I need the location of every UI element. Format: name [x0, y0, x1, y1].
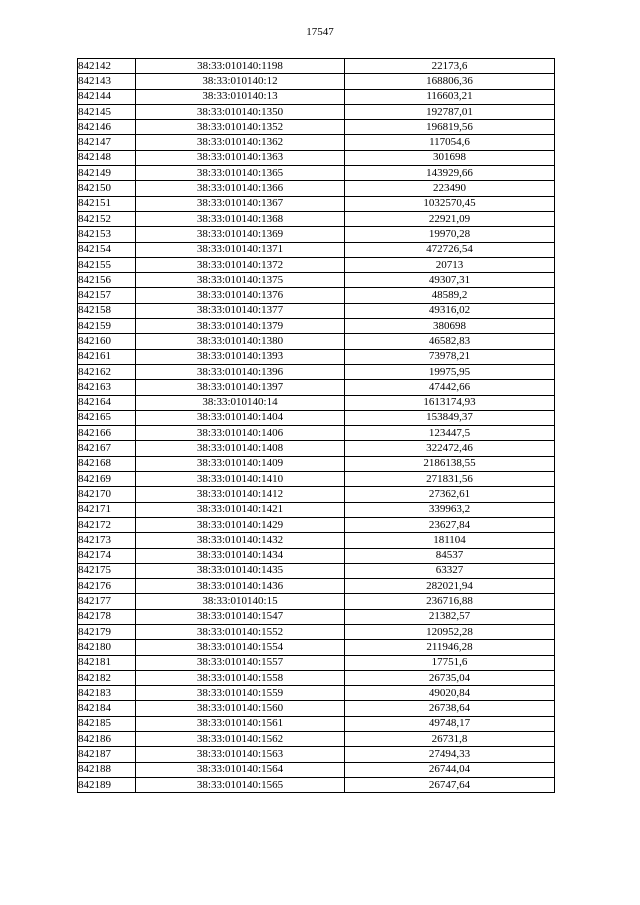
cadastral-number-cell: 38:33:010140:1560	[136, 701, 345, 716]
row-number-cell: 842173	[78, 533, 136, 548]
row-number-cell: 842165	[78, 410, 136, 425]
cadastral-number-cell: 38:33:010140:1367	[136, 196, 345, 211]
row-number-cell: 842181	[78, 655, 136, 670]
row-number-cell: 842184	[78, 701, 136, 716]
cadastral-number-cell: 38:33:010140:1396	[136, 364, 345, 379]
row-number-cell: 842168	[78, 456, 136, 471]
row-number-cell: 842164	[78, 395, 136, 410]
value-cell: 22173,6	[345, 59, 555, 74]
cadastral-number-cell: 38:33:010140:1366	[136, 181, 345, 196]
value-cell: 282021,94	[345, 579, 555, 594]
value-cell: 196819,56	[345, 120, 555, 135]
table-row	[78, 288, 555, 303]
row-number-cell: 842157	[78, 288, 136, 303]
table-row	[78, 686, 555, 701]
table-row	[78, 273, 555, 288]
row-number-cell: 842166	[78, 426, 136, 441]
row-number-cell: 842171	[78, 502, 136, 517]
row-number-cell: 842160	[78, 334, 136, 349]
value-cell: 63327	[345, 563, 555, 578]
cadastral-number-cell: 38:33:010140:1350	[136, 104, 345, 119]
value-cell: 27362,61	[345, 487, 555, 502]
table-row	[78, 410, 555, 425]
cadastral-number-cell: 38:33:010140:1410	[136, 472, 345, 487]
table-row	[78, 670, 555, 685]
table-row	[78, 257, 555, 272]
table-row	[78, 319, 555, 334]
table-body	[78, 59, 555, 793]
table-row	[78, 59, 555, 74]
cadastral-number-cell: 38:33:010140:1557	[136, 655, 345, 670]
table-row	[78, 227, 555, 242]
row-number-cell: 842152	[78, 211, 136, 226]
cadastral-number-cell: 38:33:010140:1198	[136, 59, 345, 74]
value-cell: 117054,6	[345, 135, 555, 150]
cadastral-number-cell: 38:33:010140:1563	[136, 747, 345, 762]
table-row	[78, 762, 555, 777]
row-number-cell: 842154	[78, 242, 136, 257]
cadastral-number-cell: 38:33:010140:1408	[136, 441, 345, 456]
cadastral-number-cell: 38:33:010140:1559	[136, 686, 345, 701]
cadastral-number-cell: 38:33:010140:1368	[136, 211, 345, 226]
cadastral-number-cell: 38:33:010140:1404	[136, 410, 345, 425]
row-number-cell: 842186	[78, 732, 136, 747]
value-cell: 49020,84	[345, 686, 555, 701]
value-cell: 301698	[345, 150, 555, 165]
value-cell: 2186138,55	[345, 456, 555, 471]
cadastral-number-cell: 38:33:010140:1558	[136, 670, 345, 685]
table-row	[78, 777, 555, 792]
value-cell: 49748,17	[345, 716, 555, 731]
row-number-cell: 842179	[78, 624, 136, 639]
value-cell: 49316,02	[345, 303, 555, 318]
row-number-cell: 842163	[78, 380, 136, 395]
table-row	[78, 747, 555, 762]
row-number-cell: 842187	[78, 747, 136, 762]
row-number-cell: 842149	[78, 166, 136, 181]
table-row	[78, 426, 555, 441]
row-number-cell: 842143	[78, 74, 136, 89]
table-row	[78, 548, 555, 563]
value-cell: 116603,21	[345, 89, 555, 104]
row-number-cell: 842159	[78, 319, 136, 334]
table-row	[78, 502, 555, 517]
table-row	[78, 609, 555, 624]
table-row	[78, 732, 555, 747]
cadastral-number-cell: 38:33:010140:1552	[136, 624, 345, 639]
row-number-cell: 842183	[78, 686, 136, 701]
cadastral-number-cell: 38:33:010140:1564	[136, 762, 345, 777]
table-row	[78, 196, 555, 211]
cadastral-number-cell: 38:33:010140:1352	[136, 120, 345, 135]
cadastral-number-cell: 38:33:010140:1432	[136, 533, 345, 548]
value-cell: 49307,31	[345, 273, 555, 288]
value-cell: 1613174,93	[345, 395, 555, 410]
value-cell: 19975,95	[345, 364, 555, 379]
cadastral-number-cell: 38:33:010140:1397	[136, 380, 345, 395]
cadastral-number-cell: 38:33:010140:1365	[136, 166, 345, 181]
cadastral-number-cell: 38:33:010140:1435	[136, 563, 345, 578]
table-row	[78, 120, 555, 135]
row-number-cell: 842145	[78, 104, 136, 119]
cadastral-number-cell: 38:33:010140:13	[136, 89, 345, 104]
table-row	[78, 640, 555, 655]
value-cell: 19970,28	[345, 227, 555, 242]
row-number-cell: 842185	[78, 716, 136, 731]
value-cell: 192787,01	[345, 104, 555, 119]
table-row	[78, 517, 555, 532]
cadastral-number-cell: 38:33:010140:1362	[136, 135, 345, 150]
value-cell: 339963,2	[345, 502, 555, 517]
row-number-cell: 842178	[78, 609, 136, 624]
row-number-cell: 842169	[78, 472, 136, 487]
row-number-cell: 842177	[78, 594, 136, 609]
cadastral-number-cell: 38:33:010140:14	[136, 395, 345, 410]
cadastral-number-cell: 38:33:010140:1429	[136, 517, 345, 532]
table-row	[78, 364, 555, 379]
cadastral-number-cell: 38:33:010140:1363	[136, 150, 345, 165]
row-number-cell: 842158	[78, 303, 136, 318]
row-number-cell: 842142	[78, 59, 136, 74]
table-row	[78, 533, 555, 548]
table-row	[78, 441, 555, 456]
table-row	[78, 395, 555, 410]
value-cell: 23627,84	[345, 517, 555, 532]
row-number-cell: 842189	[78, 777, 136, 792]
table-row	[78, 579, 555, 594]
value-cell: 20713	[345, 257, 555, 272]
table-row	[78, 487, 555, 502]
cadastral-number-cell: 38:33:010140:1562	[136, 732, 345, 747]
cadastral-number-cell: 38:33:010140:1371	[136, 242, 345, 257]
cadastral-number-cell: 38:33:010140:1554	[136, 640, 345, 655]
table-row	[78, 334, 555, 349]
row-number-cell: 842150	[78, 181, 136, 196]
table-row	[78, 563, 555, 578]
table-row	[78, 74, 555, 89]
value-cell: 27494,33	[345, 747, 555, 762]
cadastral-number-cell: 38:33:010140:1434	[136, 548, 345, 563]
table-row	[78, 135, 555, 150]
row-number-cell: 842176	[78, 579, 136, 594]
page-number: 17547	[306, 26, 334, 38]
cadastral-number-cell: 38:33:010140:1380	[136, 334, 345, 349]
cadastral-number-cell: 38:33:010140:1421	[136, 502, 345, 517]
value-cell: 47442,66	[345, 380, 555, 395]
value-cell: 22921,09	[345, 211, 555, 226]
row-number-cell: 842151	[78, 196, 136, 211]
table-row	[78, 349, 555, 364]
row-number-cell: 842153	[78, 227, 136, 242]
cadastral-number-cell: 38:33:010140:1412	[136, 487, 345, 502]
row-number-cell: 842148	[78, 150, 136, 165]
cadastral-number-cell: 38:33:010140:1561	[136, 716, 345, 731]
table-row	[78, 150, 555, 165]
row-number-cell: 842167	[78, 441, 136, 456]
table-row	[78, 456, 555, 471]
table-row	[78, 655, 555, 670]
cadastral-number-cell: 38:33:010140:1547	[136, 609, 345, 624]
row-number-cell: 842147	[78, 135, 136, 150]
cadastral-number-cell: 38:33:010140:12	[136, 74, 345, 89]
row-number-cell: 842156	[78, 273, 136, 288]
value-cell: 84537	[345, 548, 555, 563]
cadastral-number-cell: 38:33:010140:1369	[136, 227, 345, 242]
table-row	[78, 624, 555, 639]
table-row	[78, 701, 555, 716]
table-row	[78, 166, 555, 181]
cadastral-number-cell: 38:33:010140:1375	[136, 273, 345, 288]
table-row	[78, 181, 555, 196]
value-cell: 26747,64	[345, 777, 555, 792]
value-cell: 26731,8	[345, 732, 555, 747]
row-number-cell: 842175	[78, 563, 136, 578]
cadastral-number-cell: 38:33:010140:1379	[136, 319, 345, 334]
value-cell: 223490	[345, 181, 555, 196]
row-number-cell: 842155	[78, 257, 136, 272]
value-cell: 26738,64	[345, 701, 555, 716]
row-number-cell: 842144	[78, 89, 136, 104]
value-cell: 143929,66	[345, 166, 555, 181]
row-number-cell: 842180	[78, 640, 136, 655]
row-number-cell: 842172	[78, 517, 136, 532]
cadastral-number-cell: 38:33:010140:1393	[136, 349, 345, 364]
table-row	[78, 242, 555, 257]
value-cell: 26744,04	[345, 762, 555, 777]
cadastral-number-cell: 38:33:010140:1372	[136, 257, 345, 272]
value-cell: 380698	[345, 319, 555, 334]
row-number-cell: 842162	[78, 364, 136, 379]
cadastral-number-cell: 38:33:010140:1409	[136, 456, 345, 471]
value-cell: 322472,46	[345, 441, 555, 456]
data-table	[77, 58, 555, 793]
table-row	[78, 303, 555, 318]
row-number-cell: 842146	[78, 120, 136, 135]
value-cell: 1032570,45	[345, 196, 555, 211]
value-cell: 168806,36	[345, 74, 555, 89]
table-row	[78, 472, 555, 487]
row-number-cell: 842188	[78, 762, 136, 777]
value-cell: 153849,37	[345, 410, 555, 425]
row-number-cell: 842174	[78, 548, 136, 563]
cadastral-number-cell: 38:33:010140:1377	[136, 303, 345, 318]
table-row	[78, 594, 555, 609]
value-cell: 73978,21	[345, 349, 555, 364]
value-cell: 46582,83	[345, 334, 555, 349]
cadastral-number-cell: 38:33:010140:15	[136, 594, 345, 609]
row-number-cell: 842161	[78, 349, 136, 364]
value-cell: 211946,28	[345, 640, 555, 655]
value-cell: 48589,2	[345, 288, 555, 303]
value-cell: 236716,88	[345, 594, 555, 609]
table-row	[78, 104, 555, 119]
value-cell: 17751,6	[345, 655, 555, 670]
value-cell: 271831,56	[345, 472, 555, 487]
table-row	[78, 89, 555, 104]
value-cell: 472726,54	[345, 242, 555, 257]
table-row	[78, 716, 555, 731]
cadastral-number-cell: 38:33:010140:1436	[136, 579, 345, 594]
value-cell: 181104	[345, 533, 555, 548]
value-cell: 21382,57	[345, 609, 555, 624]
row-number-cell: 842182	[78, 670, 136, 685]
value-cell: 26735,04	[345, 670, 555, 685]
cadastral-number-cell: 38:33:010140:1376	[136, 288, 345, 303]
cadastral-number-cell: 38:33:010140:1406	[136, 426, 345, 441]
value-cell: 123447,5	[345, 426, 555, 441]
cadastral-number-cell: 38:33:010140:1565	[136, 777, 345, 792]
table-row	[78, 380, 555, 395]
value-cell: 120952,28	[345, 624, 555, 639]
row-number-cell: 842170	[78, 487, 136, 502]
table-row	[78, 211, 555, 226]
